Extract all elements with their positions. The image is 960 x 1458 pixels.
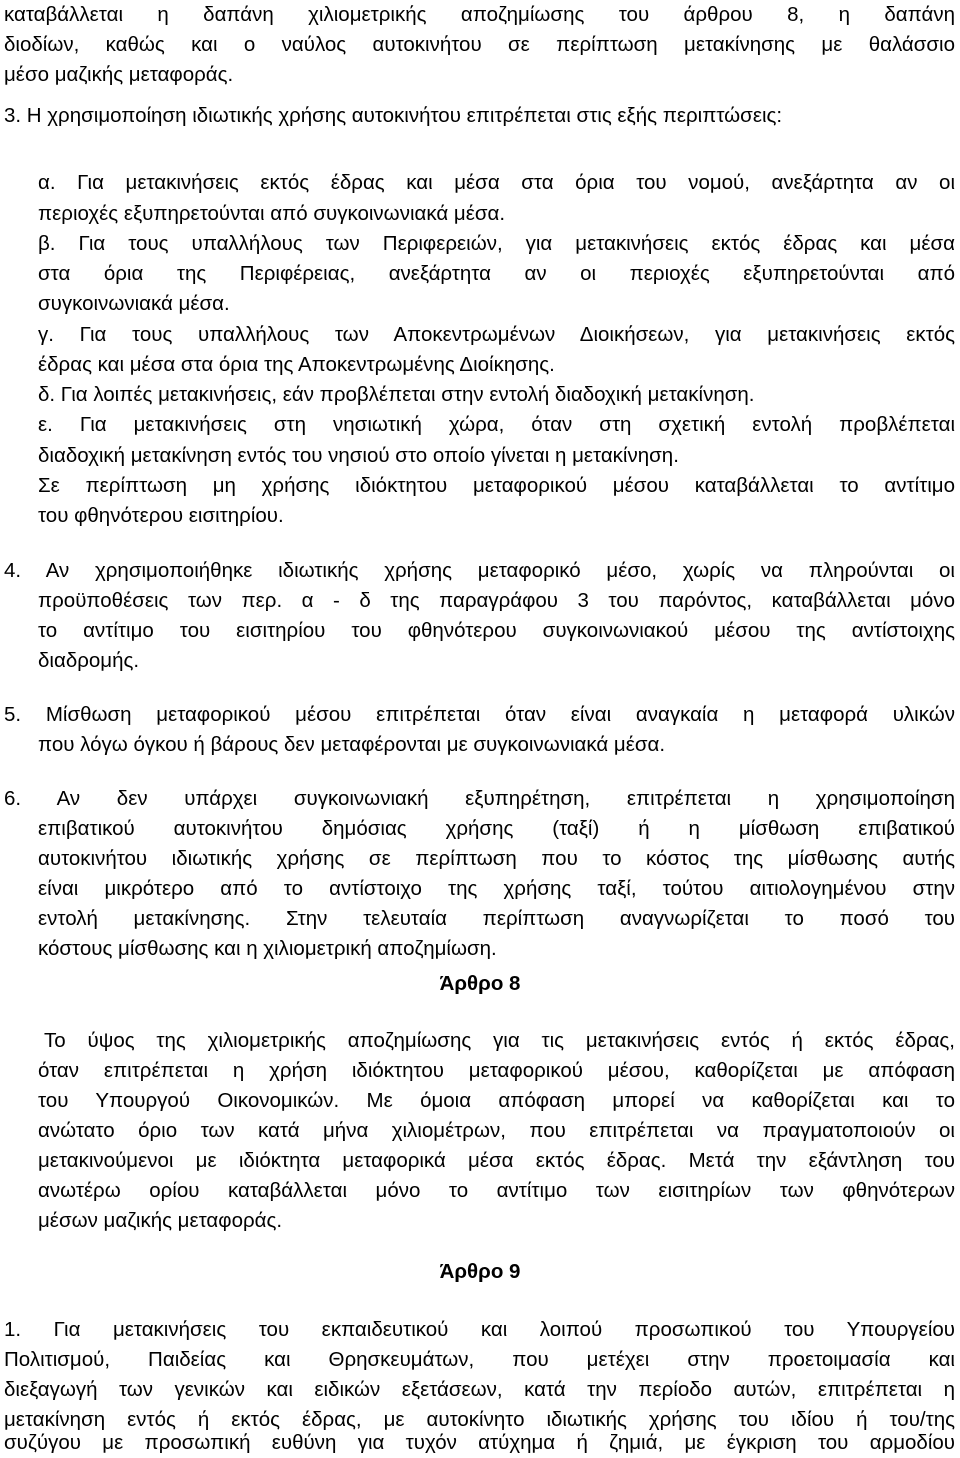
text-line: είναι μικρότερο από το αντίστοιχο της χρήσης ταξί, τούτου αιτιολογημένου στην <box>38 877 955 900</box>
text-line: εντολή μετακίνησης. Στην τελευταία περίπτωση αναγνωρίζεται το ποσό του <box>38 907 955 930</box>
text-line: συγκοινωνιακά μέσα. <box>38 292 230 315</box>
text-line: 5. Μίσθωση μεταφορικού μέσου επιτρέπεται όταν είναι αναγκαία η μεταφορά υλικών <box>4 703 955 726</box>
article-9-heading: Άρθρο 9 <box>439 1260 521 1283</box>
text-line: β. Για τους υπαλλήλους των Περιφερειών, για μετακινήσεις εκτός έδρας και μέσα <box>38 232 955 255</box>
text-line: επιβατικού αυτοκινήτου δημόσιας χρήσης (ταξί) ή η μίσθωση επιβατικού <box>38 817 955 840</box>
text-line: διεξαγωγή των γενικών και ειδικών εξετάσεων, κατά την περίοδο αυτών, επιτρέπεται η <box>4 1378 955 1401</box>
text-line: το αντίτιμο του εισιτηρίου του φθηνότερου συγκοινωνιακού μέσου της αντίστοιχης <box>38 619 955 642</box>
text-line: μέσων μαζικής μεταφοράς. <box>38 1209 283 1232</box>
text-line: ανώτατο όριο των κατά μήνα χιλιομέτρων, που επιτρέπεται να πραγματοποιούν οι <box>38 1119 955 1142</box>
text-line: προϋποθέσεις των περ. α - δ της παραγράφου 3 του παρόντος, καταβάλλεται μόνο <box>38 589 955 612</box>
text-line: 4. Αν χρησιμοποιήθηκε ιδιωτικής χρήσης μεταφορικό μέσο, χωρίς να πληρούνται οι <box>4 559 955 582</box>
text-line: 1. Για μετακινήσεις του εκπαιδευτικού και λοιπού προσωπικού του Υπουργείου <box>4 1318 955 1341</box>
text-line: διαδρομής. <box>38 649 140 672</box>
text-line: μετακίνηση εντός ή εκτός έδρας, με αυτοκίνητο ιδιωτικής χρήσης του ιδίου ή του/της <box>4 1408 955 1431</box>
text-line: μετακινούμενοι με ιδιόκτητα μεταφορικά μέσα εκτός έδρας. Μετά την εξάντληση του <box>38 1149 955 1172</box>
text-line: δ. Για λοιπές μετακινήσεις, εάν προβλέπεται στην εντολή διαδοχική μετακίνηση. <box>38 383 755 406</box>
text-line: μέσο μαζικής μεταφοράς. <box>4 63 234 86</box>
text-line: ανωτέρω ορίου καταβάλλεται μόνο το αντίτιμο των εισιτηρίων των φθηνότερων <box>38 1179 955 1202</box>
text-line: α. Για μετακινήσεις εκτός έδρας και μέσα στα όρια του νομού, ανεξάρτητα αν οι <box>38 171 955 194</box>
text-line: του φθηνότερου εισιτηρίου. <box>38 504 284 527</box>
text-line: 6. Αν δεν υπάρχει συγκοινωνιακή εξυπηρέτηση, επιτρέπεται η χρησιμοποίηση <box>4 787 955 810</box>
text-line: 3. Η χρησιμοποίηση ιδιωτικής χρήσης αυτοκινήτου επιτρέπεται στις εξής περιπτώσεις: <box>4 104 783 127</box>
text-line: περιοχές εξυπηρετούνται από συγκοινωνιακά μέσα. <box>38 202 506 225</box>
text-line: καταβάλλεται η δαπάνη χιλιομετρικής αποζημίωσης του άρθρου 8, η δαπάνη <box>4 3 955 26</box>
text-line: γ. Για τους υπαλλήλους των Αποκεντρωμένων Διοικήσεων, για μετακινήσεις εκτός <box>38 323 955 346</box>
text-line: όταν επιτρέπεται η χρήση ιδιόκτητου μεταφορικού μέσου, καθορίζεται με απόφαση <box>38 1059 955 1082</box>
text-line: ε. Για μετακινήσεις στη νησιωτική χώρα, όταν στη σχετική εντολή προβλέπεται <box>38 413 955 436</box>
article-8-heading: Άρθρο 8 <box>439 972 521 995</box>
text-line: διαδοχική μετακίνηση εντός του νησιού στο οποίο γίνεται η μετακίνηση. <box>38 444 679 467</box>
text-line: στα όρια της Περιφέρειας, ανεξάρτητα αν οι περιοχές εξυπηρετούνται από <box>38 262 955 285</box>
text-line: διοδίων, καθώς και ο ναύλος αυτοκινήτου σε περίπτωση μετακίνησης με θαλάσσιο <box>4 33 955 56</box>
text-line: συζύγου με προσωπική ευθύνη για τυχόν ατύχημα ή ζημιά, με έγκριση του αρμοδίου <box>4 1431 955 1454</box>
text-line: κόστους μίσθωσης και η χιλιομετρική αποζημίωση. <box>38 937 497 960</box>
text-line: του Υπουργού Οικονομικών. Με όμοια απόφαση μπορεί να καθορίζεται και το <box>38 1089 955 1112</box>
text-line: έδρας και μέσα στα όρια της Αποκεντρωμένης Διοίκησης. <box>38 353 555 376</box>
text-line: Το ύψος της χιλιομετρικής αποζημίωσης για τις μετακινήσεις εντός ή εκτός έδρας, <box>44 1029 955 1052</box>
text-line: αυτοκινήτου ιδιωτικής χρήσης σε περίπτωση που το κόστος της μίσθωσης αυτής <box>38 847 955 870</box>
text-line: που λόγω όγκου ή βάρους δεν μεταφέρονται με συγκοινωνιακά μέσα. <box>38 733 666 756</box>
text-line: Σε περίπτωση μη χρήσης ιδιόκτητου μεταφορικού μέσου καταβάλλεται το αντίτιμο <box>38 474 955 497</box>
text-line: Πολιτισμού, Παιδείας και Θρησκευμάτων, που μετέχει στην προετοιμασία και <box>4 1348 955 1371</box>
